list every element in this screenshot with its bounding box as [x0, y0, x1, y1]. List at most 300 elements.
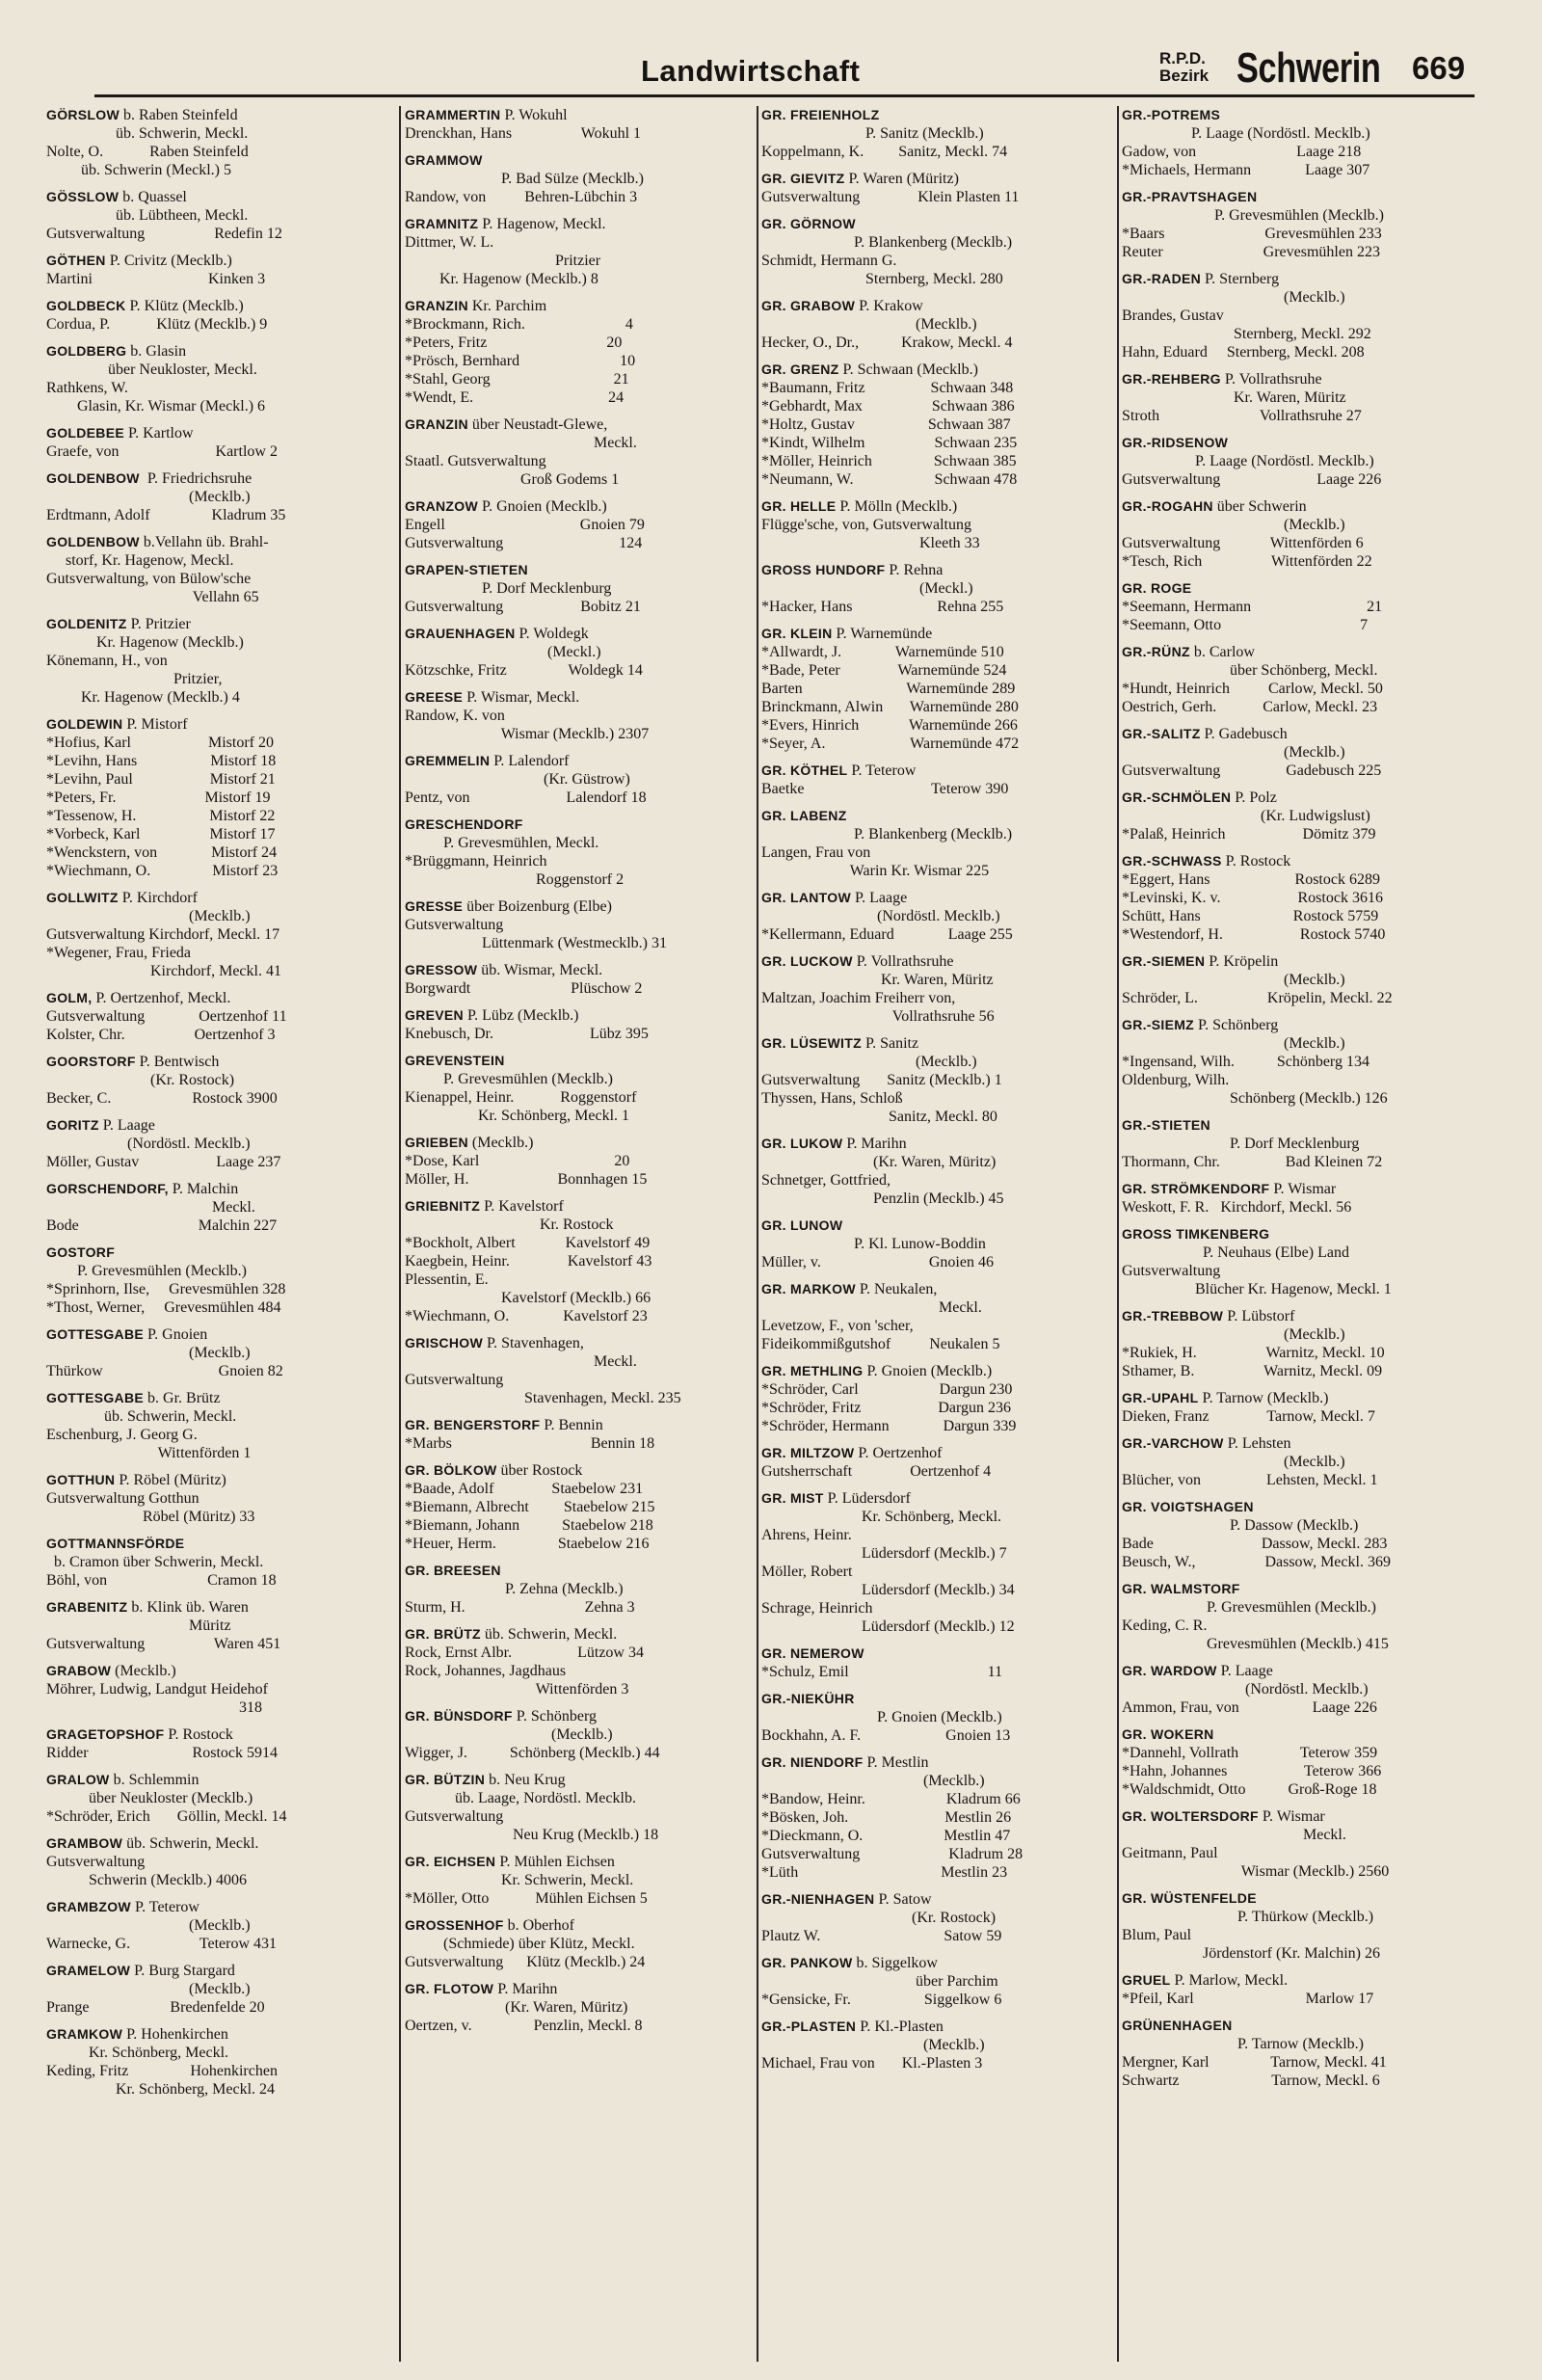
entry-heading: [761, 952, 1114, 971]
entry-line: Kr. Schönberg, Meckl. 1: [405, 1108, 630, 1124]
entry-line: P. Blankenberg (Mecklb.): [761, 826, 1013, 842]
entry-heading: [1122, 1016, 1475, 1034]
entry-line: Meckl.: [761, 1299, 982, 1316]
place-name: GR. LUKOW: [761, 1136, 843, 1151]
entry-line: Oertzen, v. Penzlin, Meckl. 8: [405, 2018, 643, 2034]
column-divider: [1117, 106, 1119, 2362]
postal-info: P. Mestlin: [863, 1754, 929, 1771]
place-name: GRABENITZ: [46, 1599, 128, 1615]
postal-info: b. Schlemmin: [109, 1772, 199, 1788]
entry-heading: [761, 889, 1114, 907]
place-name: GR. WÜSTENFELDE: [1122, 1890, 1257, 1906]
entry-line: Reuter Grevesmühlen 223: [1122, 244, 1380, 260]
entry-heading: [46, 424, 396, 442]
entry-heading: [1122, 1725, 1475, 1744]
place-name: GRUEL: [1122, 1972, 1171, 1988]
entry-line: P. Kl. Lunow-Boddin: [761, 1236, 986, 1252]
directory-entry: [46, 889, 396, 980]
entry-line: (Schmiede) über Klütz, Meckl.: [405, 1936, 635, 1952]
entry-line: (Mecklb.): [46, 1981, 251, 1997]
directory-entry: [46, 1471, 396, 1526]
place-name: GRAMBOW: [46, 1835, 123, 1851]
postal-info: P. Bentwisch: [135, 1054, 220, 1070]
entry-heading: [46, 1325, 396, 1344]
directory-entry: [46, 342, 396, 415]
entry-heading: [1122, 434, 1475, 452]
place-name: GR. BREESEN: [405, 1563, 501, 1578]
directory-entry: [405, 961, 754, 998]
entry-heading: [405, 1416, 754, 1434]
directory-entry: [1122, 852, 1475, 944]
directory-entry: [761, 1217, 1114, 1271]
entry-heading: [761, 215, 1114, 233]
place-name: GR. NEMEROW: [761, 1645, 864, 1661]
postal-info: P. Oertzenhof: [854, 1445, 943, 1461]
entry-line: Engell Gnoien 79: [405, 517, 645, 533]
postal-info: (Mecklb.): [467, 1135, 534, 1151]
postal-info: P. Lübstorf: [1223, 1308, 1295, 1324]
place-name: GR. FREIENHOLZ: [761, 107, 880, 122]
entry-line: *Holtz, Gustav Schwaan 387: [761, 416, 1011, 433]
postal-info: P. Vollrathsruhe: [852, 953, 954, 970]
place-name: GR. FLOTOW: [405, 1981, 494, 1996]
directory-entry: [761, 497, 1114, 552]
postal-info: b. Klink üb. Waren: [127, 1599, 249, 1616]
entry-heading: [46, 615, 396, 633]
entry-heading: [405, 1980, 754, 1998]
directory-entry: [1122, 643, 1475, 716]
entry-heading: [761, 762, 1114, 780]
entry-line: Sanitz, Meckl. 80: [761, 1109, 997, 1125]
entry-line: Kaegbein, Heinr. Kavelstorf 43: [405, 1253, 652, 1270]
entry-line: (Mecklb.): [1122, 289, 1345, 306]
postal-info: P. Marihn: [493, 1981, 558, 1997]
directory-entry: [1122, 1116, 1475, 1171]
entry-line: Müller, v. Gnoien 46: [761, 1254, 994, 1270]
entry-line: Müritz: [46, 1618, 231, 1634]
entry-line: (Meckl.): [405, 644, 601, 660]
directory-entry: [1122, 1971, 1475, 2008]
entry-line: üb. Lübtheen, Meckl.: [46, 207, 249, 224]
entry-line: P. Dassow (Mecklb.): [1122, 1517, 1359, 1534]
entry-line: Lüdersdorf (Mecklb.) 7: [761, 1545, 1007, 1562]
directory-entry: [46, 424, 396, 461]
entry-heading: [761, 1890, 1114, 1909]
entry-line: Ridder Rostock 5914: [46, 1745, 278, 1761]
place-name: GR. LABENZ: [761, 808, 847, 823]
entry-line: P. Tarnow (Mecklb.): [1122, 2036, 1365, 2052]
entry-line: P. Dorf Mecklenburg: [1122, 1136, 1360, 1152]
place-name: GR. MILTZOW: [761, 1445, 855, 1460]
entry-heading: [405, 1916, 754, 1935]
postal-info: b. Carlow: [1189, 644, 1255, 660]
entry-line: Gutsverwaltung, von Bülow'sche: [46, 571, 252, 587]
place-name: GREESE: [405, 689, 464, 705]
entry-line: Wigger, J. Schönberg (Mecklb.) 44: [405, 1745, 660, 1761]
place-name: GRANZIN: [405, 416, 468, 432]
directory-entry: [46, 1180, 396, 1235]
entry-line: Wismar (Mecklb.) 2307: [405, 726, 650, 742]
postal-info: über Rostock: [496, 1462, 583, 1479]
directory-entry: [405, 1707, 754, 1762]
place-name: GR.-NIEKÜHR: [761, 1691, 855, 1706]
entry-line: Gutsverwaltung Kirchdorf, Meckl. 17: [46, 926, 280, 943]
entry-line: Schmidt, Hermann G.: [761, 253, 897, 269]
place-name: GOLDBERG: [46, 343, 127, 359]
entry-line: P. Blankenberg (Mecklb.): [761, 234, 1013, 251]
place-name: GR. GIEVITZ: [761, 171, 845, 186]
entry-line: Martini Kinken 3: [46, 271, 266, 287]
entry-line: *Tesch, Rich Wittenförden 22: [1122, 553, 1372, 570]
place-name: GR. BÜTZIN: [405, 1772, 486, 1787]
directory-entry: [405, 1134, 754, 1189]
entry-line: Sturm, H. Zehna 3: [405, 1599, 635, 1616]
entry-line: (Mecklb.): [1122, 1326, 1345, 1343]
entry-line: (Mecklb.): [46, 1917, 251, 1934]
directory-column-2: [405, 106, 754, 2357]
postal-info: b. Neu Krug: [485, 1772, 566, 1788]
entry-line: *Wendt, E. 24: [405, 389, 625, 406]
directory-entry: [1122, 370, 1475, 425]
postal-info: b. Siggelkow: [852, 1955, 938, 1971]
entry-line: P. Sanitz (Mecklb.): [761, 125, 984, 142]
entry-line: Stroth Vollrathsruhe 27: [1122, 408, 1362, 424]
directory-entry: [1122, 1580, 1475, 1653]
entry-line: P. Bad Sülze (Mecklb.): [405, 171, 644, 187]
directory-entry: [761, 1753, 1114, 1882]
entry-line: Gutsverwaltung Laage 226: [1122, 471, 1382, 488]
postal-info: P. Sanitz: [861, 1035, 919, 1052]
entry-heading: [405, 897, 754, 916]
directory-entry: [761, 215, 1114, 288]
entry-line: Randow, K. von: [405, 708, 505, 724]
district-label: [1159, 50, 1209, 85]
place-name: GOLDEBEE: [46, 425, 124, 441]
entry-line: Dieken, Franz Tarnow, Meckl. 7: [1122, 1408, 1375, 1425]
place-name: GROSS TIMKENBERG: [1122, 1226, 1270, 1242]
directory-entry: [405, 415, 754, 489]
entry-line: Levetzow, F., von 'scher,: [761, 1318, 914, 1334]
entry-heading: [405, 151, 754, 170]
entry-line: Warin Kr. Wismar 225: [761, 863, 990, 879]
entry-line: Gutsverwaltung: [405, 1808, 504, 1825]
entry-heading: [761, 1362, 1114, 1380]
place-name: GOTTESGABE: [46, 1326, 145, 1342]
directory-column-1: [46, 106, 396, 2357]
entry-line: Baetke Teterow 390: [761, 781, 1009, 797]
place-name: GOLDENITZ: [46, 616, 127, 631]
entry-line: Rathkens, W.: [46, 380, 128, 396]
entry-line: Wismar (Mecklb.) 2560: [1122, 1863, 1390, 1880]
entry-line: Rock, Johannes, Jagdhaus: [405, 1663, 567, 1679]
directory-entry: [405, 1052, 754, 1125]
entry-heading: [405, 1771, 754, 1789]
entry-heading: [1122, 643, 1475, 661]
postal-info: P. Stavenhagen,: [482, 1335, 584, 1351]
entry-line: Dittmer, W. L.: [405, 234, 494, 251]
entry-heading: [46, 1771, 396, 1789]
entry-line: Rock, Ernst Albr. Lützow 34: [405, 1645, 644, 1661]
entry-line: Meckl.: [1122, 1827, 1346, 1843]
entry-line: *Seyer, A. Warnemünde 472: [761, 735, 1020, 752]
entry-line: (Kr. Güstrow): [405, 771, 630, 788]
directory-entry: [1122, 952, 1475, 1007]
directory-entry: [405, 1006, 754, 1043]
entry-heading: [761, 106, 1114, 124]
directory-entry: [405, 752, 754, 807]
postal-info: P. Tarnow (Mecklb.): [1198, 1390, 1329, 1406]
place-name: GR.-STIETEN: [1122, 1117, 1210, 1133]
directory-entry: [1122, 1434, 1475, 1489]
entry-line: Glasin, Kr. Wismar (Meckl.) 6: [46, 398, 266, 414]
place-name: GR. GRENZ: [761, 361, 839, 377]
directory-entry: [761, 762, 1114, 798]
entry-heading: [1122, 1498, 1475, 1516]
place-name: GRESSE: [405, 898, 464, 914]
entry-line: Röbel (Müritz) 33: [46, 1509, 255, 1525]
directory-entry: [46, 989, 396, 1044]
entry-heading: [1122, 1389, 1475, 1407]
directory-entry: [1122, 1662, 1475, 1717]
directory-entry: [1122, 270, 1475, 361]
entry-line: *Michaels, Hermann Laage 307: [1122, 162, 1370, 178]
entry-heading: [761, 1489, 1114, 1508]
postal-info: P. Gnoien (Mecklb.): [863, 1363, 993, 1379]
entry-line: Cordua, P. Klütz (Mecklb.) 9: [46, 316, 268, 333]
entry-heading: [46, 469, 396, 488]
postal-info: über Schwerin: [1212, 498, 1307, 515]
entry-line: Pentz, von Lalendorf 18: [405, 789, 647, 806]
entry-heading: [761, 1217, 1114, 1235]
entry-line: Schönberg (Mecklb.) 126: [1122, 1090, 1388, 1107]
entry-heading: [46, 2025, 396, 2044]
entry-heading: [1122, 188, 1475, 206]
postal-info: P. Kl.-Plasten: [856, 2019, 944, 2035]
directory-entry: [46, 1725, 396, 1762]
entry-line: Geitmann, Paul: [1122, 1845, 1218, 1861]
entry-line: (Kr. Ludwigslust): [1122, 808, 1370, 824]
directory-entry: [1122, 725, 1475, 780]
entry-heading: [46, 1053, 396, 1071]
place-name: GR.-RIDSENOW: [1122, 435, 1229, 450]
entry-line: *Brockmann, Rich. 4: [405, 316, 633, 333]
directory-entry: [405, 561, 754, 616]
place-name: GR. BÖLKOW: [405, 1462, 497, 1478]
directory-entry: [761, 2018, 1114, 2072]
postal-info: P. Wokuhl: [500, 107, 568, 123]
entry-heading: [46, 342, 396, 361]
entry-heading: [1122, 106, 1475, 124]
entry-line: Sternberg, Meckl. 292: [1122, 326, 1371, 342]
entry-line: Thyssen, Hans, Schloß: [761, 1090, 903, 1107]
entry-line: Vellahn 65: [46, 589, 259, 605]
postal-info: P. Klütz (Mecklb.): [125, 298, 244, 314]
entry-line: P. Laage (Nordöstl. Mecklb.): [1122, 125, 1370, 142]
district-name: Schwerin: [1236, 44, 1381, 92]
directory-entry: [46, 1898, 396, 1953]
entry-line: Graefe, von Kartlow 2: [46, 443, 278, 460]
postal-info: P. Schönberg: [1194, 1017, 1279, 1033]
entry-line: Neu Krug (Mecklb.) 18: [405, 1827, 659, 1843]
entry-heading: [761, 561, 1114, 579]
entry-line: *Schröder, Carl Dargun 230: [761, 1381, 1013, 1398]
directory-entry: [405, 1916, 754, 1971]
entry-line: Keding, C. R.: [1122, 1618, 1208, 1634]
entry-heading: [46, 1834, 396, 1853]
entry-line: Randow, von Behren-Lübchin 3: [405, 189, 638, 205]
place-name: GRANZIN: [405, 298, 468, 313]
place-name: GR.-RADEN: [1122, 271, 1202, 286]
entry-line: Gutsverwaltung Gotthun: [46, 1490, 199, 1507]
entry-line: üb. Schwerin (Meckl.) 5: [46, 162, 231, 178]
entry-line: P. Laage (Nordöstl. Mecklb.): [1122, 453, 1374, 469]
place-name: GOORSTORF: [46, 1054, 136, 1069]
entry-line: Kr. Schönberg, Meckl.: [761, 1509, 1002, 1525]
place-name: GREMMELIN: [405, 753, 491, 768]
place-name: GRAGETOPSHOF: [46, 1726, 165, 1742]
directory-entry: [405, 688, 754, 743]
entry-heading: [46, 1725, 396, 1744]
entry-heading: [761, 1034, 1114, 1053]
postal-info: P. Rostock: [1221, 853, 1291, 869]
postal-info: P. Gadebusch: [1200, 726, 1288, 742]
directory-entry: [761, 1034, 1114, 1126]
place-name: GR. BÜNSDORF: [405, 1708, 513, 1724]
entry-line: Flügge'sche, von, Gutsverwaltung: [761, 517, 971, 533]
entry-line: P. Zehna (Mecklb.): [405, 1581, 624, 1597]
place-name: GR. LÜSEWITZ: [761, 1035, 862, 1051]
postal-info: P. Polz: [1231, 789, 1277, 806]
place-name: GR.-PRAVTSHAGEN: [1122, 189, 1258, 204]
entry-line: P. Gnoien (Mecklb.): [761, 1709, 1002, 1725]
postal-info: P. Schönberg: [512, 1708, 597, 1725]
entry-line: *Hacker, Hans Rehna 255: [761, 599, 1004, 615]
entry-line: *Seemann, Otto 7: [1122, 617, 1369, 633]
entry-line: über Neukloster, Meckl.: [46, 361, 257, 378]
entry-line: Schnetger, Gottfried,: [761, 1172, 891, 1189]
entry-line: Kr. Schwerin, Meckl.: [405, 1872, 634, 1888]
entry-line: *Lüth Mestlin 23: [761, 1864, 1008, 1881]
entry-line: *Kindt, Wilhelm Schwaan 235: [761, 435, 1018, 451]
entry-heading: [1122, 725, 1475, 743]
place-name: GR.-SALITZ: [1122, 726, 1201, 741]
page-number: 669: [1412, 50, 1466, 86]
entry-heading: [761, 297, 1114, 315]
entry-line: (Kr. Rostock): [46, 1072, 235, 1088]
directory-entry: [761, 1954, 1114, 2009]
entry-line: Langen, Frau von: [761, 844, 871, 861]
entry-heading: [46, 889, 396, 907]
entry-line: Gutsverwaltung Klütz (Mecklb.) 24: [405, 1954, 646, 1970]
entry-line: *Tessenow, H. Mistorf 22: [46, 808, 276, 824]
postal-info: P. Laage: [1216, 1663, 1273, 1679]
postal-info: b. Quassel: [119, 189, 187, 205]
entry-line: *Neumann, W. Schwaan 478: [761, 471, 1018, 488]
entry-line: *Wiechmann, O. Mistorf 23: [46, 863, 279, 879]
entry-line: Kr. Rostock: [405, 1217, 614, 1233]
entry-line: Pritzier,: [46, 671, 223, 687]
directory-column-3: [761, 106, 1114, 2357]
directory-entry: [761, 361, 1114, 489]
entry-line: Gutsverwaltung Wittenförden 6: [1122, 535, 1364, 551]
entry-line: Schröder, L. Kröpelin, Meckl. 22: [1122, 990, 1393, 1006]
entry-line: Schwerin (Mecklb.) 4006: [46, 1872, 247, 1888]
entry-line: Kr. Waren, Müritz: [1122, 389, 1346, 406]
entry-line: *Levihn, Paul Mistorf 21: [46, 771, 276, 788]
postal-info: P. Mölln (Mecklb.): [836, 498, 958, 515]
entry-line: Blücher, von Lehsten, Meckl. 1: [1122, 1472, 1378, 1488]
place-name: GR. EICHSEN: [405, 1854, 496, 1869]
place-name: GRAMBZOW: [46, 1899, 131, 1914]
place-name: GOTTHUN: [46, 1472, 116, 1487]
postal-info: P. Laage: [98, 1117, 155, 1134]
place-name: GROSSENHOF: [405, 1917, 504, 1933]
place-name: GR. STRÖMKENDORF: [1122, 1181, 1270, 1196]
directory-entry: [405, 897, 754, 952]
entry-heading: [405, 1562, 754, 1580]
place-name: GRANZOW: [405, 498, 478, 514]
directory-entry: [405, 1853, 754, 1908]
directory-entry: [46, 1771, 396, 1826]
directory-entry: [46, 1053, 396, 1108]
entry-line: Bode Malchin 227: [46, 1217, 278, 1234]
place-name: GR.-POTREMS: [1122, 107, 1221, 122]
entry-line: Lüdersdorf (Mecklb.) 34: [761, 1582, 1015, 1598]
directory-entry: [46, 1834, 396, 1889]
place-name: GÖTHEN: [46, 253, 106, 268]
entry-line: Gutsverwaltung: [405, 917, 504, 933]
postal-info: P. Crivitz (Mecklb.): [105, 253, 232, 269]
entry-heading: [761, 1135, 1114, 1153]
entry-line: Kirchdorf, Meckl. 41: [46, 963, 281, 979]
directory-entry: [1122, 497, 1475, 571]
entry-heading: [761, 2018, 1114, 2036]
entry-line: *Seemann, Hermann 21: [1122, 599, 1383, 615]
entry-line: *Vorbeck, Karl Mistorf 17: [46, 826, 276, 842]
entry-line: Gutsverwaltung 124: [405, 535, 643, 551]
directory-entry: [46, 1598, 396, 1653]
entry-line: *Sprinhorn, Ilse, Grevesmühlen 328: [46, 1281, 286, 1297]
entry-line: *Bandow, Heinr. Kladrum 66: [761, 1791, 1021, 1807]
entry-heading: [405, 816, 754, 834]
entry-heading: [46, 1962, 396, 1980]
place-name: GR. GRABOW: [761, 298, 856, 313]
entry-line: Gutsverwaltung Sanitz (Mecklb.) 1: [761, 1072, 1002, 1088]
place-name: GOLDEWIN: [46, 716, 123, 732]
entry-line: Kr. Schönberg, Meckl. 24: [46, 2081, 276, 2098]
place-name: GR.-NIENHAGEN: [761, 1891, 875, 1907]
directory-entry: [405, 1980, 754, 2035]
entry-line: Weskott, F. R. Kirchdorf, Meckl. 56: [1122, 1199, 1352, 1216]
directory-entry: [405, 1771, 754, 1844]
directory-entry: [1122, 1389, 1475, 1426]
entry-line: Möhrer, Ludwig, Landgut Heidehof: [46, 1681, 268, 1698]
directory-entry: [46, 1325, 396, 1380]
entry-heading: [1122, 579, 1475, 598]
entry-heading: [1122, 1807, 1475, 1826]
postal-info: P. Friedrichsruhe: [139, 470, 253, 487]
entry-line: über Neukloster (Mecklb.): [46, 1790, 253, 1806]
directory-entry: [1122, 1225, 1475, 1298]
directory-entry: [761, 1280, 1114, 1353]
entry-line: *Marbs Bennin 18: [405, 1435, 655, 1452]
postal-info: P. Schwaan (Mecklb.): [838, 361, 978, 378]
entry-heading: [46, 715, 396, 734]
entry-line: *Hofius, Karl Mistorf 20: [46, 735, 274, 751]
directory-entry: [46, 2025, 396, 2099]
postal-info: P. Lübz (Mecklb.): [463, 1007, 579, 1024]
place-name: GRIEBEN: [405, 1135, 468, 1150]
